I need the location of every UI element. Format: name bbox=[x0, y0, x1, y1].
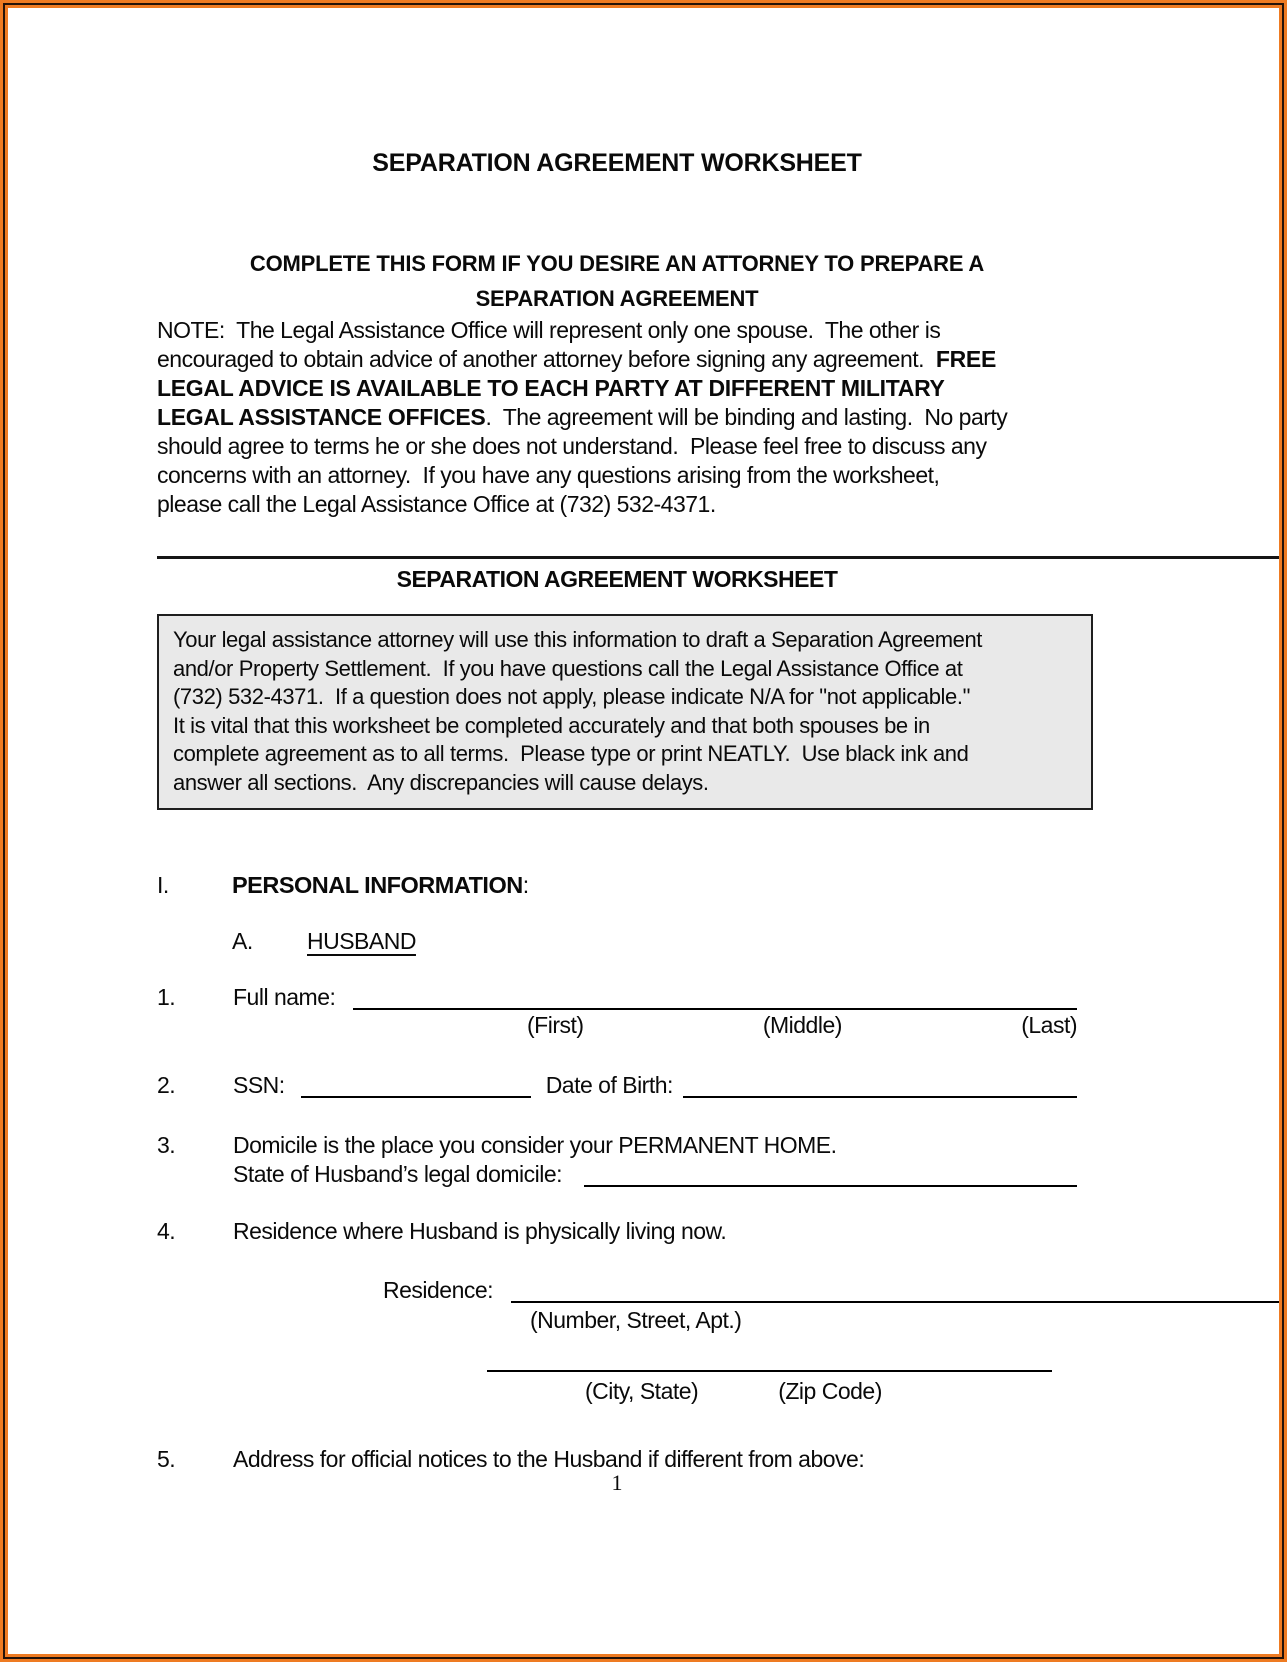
item-4-number: 4. bbox=[157, 1218, 176, 1244]
city-state-caption: (City, State) bbox=[585, 1378, 699, 1404]
item-residence bbox=[157, 1218, 1077, 1244]
section-divider-rule bbox=[157, 556, 1283, 559]
last-name-caption: (Last) bbox=[1021, 1012, 1077, 1038]
city-state-zip-captions bbox=[487, 1378, 1052, 1404]
full-name-sublabels bbox=[513, 1012, 1077, 1038]
subsection-a-letter: A. bbox=[232, 928, 253, 954]
item-full-name bbox=[157, 984, 1077, 1010]
item-ssn-dob bbox=[157, 1072, 1077, 1098]
residence-question-text: Residence where Husband is physically living now. bbox=[233, 1218, 727, 1244]
domicile-line-1: Domicile is the place you consider your PERMANENT HOME. bbox=[233, 1132, 837, 1158]
item-official-notices bbox=[157, 1446, 1077, 1472]
domicile-line-2 bbox=[233, 1161, 1077, 1187]
official-notices-text: Address for official notices to the Husband if different from above: bbox=[233, 1446, 865, 1472]
document-subtitle: COMPLETE THIS FORM IF YOU DESIRE AN ATTORNEY TO PREPARE A SEPARATION AGREEMENT bbox=[249, 251, 985, 311]
section-1-heading bbox=[157, 872, 1077, 898]
husband-domicile-state-field[interactable] bbox=[584, 1161, 1077, 1187]
document-title: SEPARATION AGREEMENT WORKSHEET bbox=[372, 149, 862, 177]
item-5-number: 5. bbox=[157, 1446, 176, 1472]
page-number: 1 bbox=[611, 1470, 623, 1495]
first-name-caption: (First) bbox=[527, 1012, 584, 1038]
domicile-text bbox=[233, 1132, 1077, 1187]
ssn-label: SSN: bbox=[233, 1072, 285, 1098]
residence-field-row bbox=[157, 1277, 1287, 1303]
note-paragraph: NOTE: The Legal Assistance Office will represent only one spouse. The other is encouraged to obtain advice of another attorney before signing any agreement. FREE LEGAL ADVICE IS AVAILABLE TO EACH PARTY AT DIFFERENT MILITARY LEGAL ASSISTANCE OFFICES. The agreement will be binding and lasting. No party should agree to terms he or she does not understand. Please feel free to discuss any concerns with an attorney. If you have any questions arising from the worksheet, please call the Legal Assistance Office at (732) 532-4371. bbox=[157, 317, 1008, 517]
middle-name-caption: (Middle) bbox=[762, 1012, 842, 1038]
item-3-number: 3. bbox=[157, 1132, 176, 1158]
section-1-numeral: I. bbox=[157, 872, 169, 898]
zip-code-caption: (Zip Code) bbox=[778, 1378, 882, 1404]
residence-label: Residence: bbox=[383, 1277, 494, 1303]
section-1-title: PERSONAL INFORMATION: bbox=[232, 872, 529, 898]
full-name-label: Full name: bbox=[233, 984, 336, 1010]
domicile-state-label: State of Husband’s legal domicile: bbox=[233, 1161, 563, 1187]
item-2-number: 2. bbox=[157, 1072, 176, 1098]
dob-label: Date of Birth: bbox=[545, 1072, 673, 1098]
husband-ssn-field[interactable] bbox=[301, 1072, 531, 1098]
item-1-number: 1. bbox=[157, 984, 176, 1010]
item-domicile bbox=[157, 1132, 1077, 1187]
street-caption: (Number, Street, Apt.) bbox=[530, 1307, 742, 1333]
husband-full-name-field[interactable] bbox=[353, 984, 1077, 1010]
worksheet-heading: SEPARATION AGREEMENT WORKSHEET bbox=[396, 566, 838, 592]
husband-residence-city-state-zip-field[interactable] bbox=[487, 1338, 1052, 1372]
subsection-a-heading bbox=[157, 928, 1152, 954]
husband-residence-street-field[interactable] bbox=[511, 1277, 1287, 1303]
subsection-a-title: HUSBAND bbox=[307, 928, 416, 954]
instructions-box: Your legal assistance attorney will use this information to draft a Separation Agreement and/or Property Settlement. If you have questions call the Legal Assistance Office at (732) 532-4371. If a question does not apply, please indicate N/A for "not applicable." It is vital that this worksheet be completed accurately and that both spouses be in complete agreement as to all terms. Please type or print NEATLY. Use black ink and answer all sections. Any discrepancies will cause delays. bbox=[157, 614, 1093, 810]
husband-dob-field[interactable] bbox=[683, 1072, 1077, 1098]
